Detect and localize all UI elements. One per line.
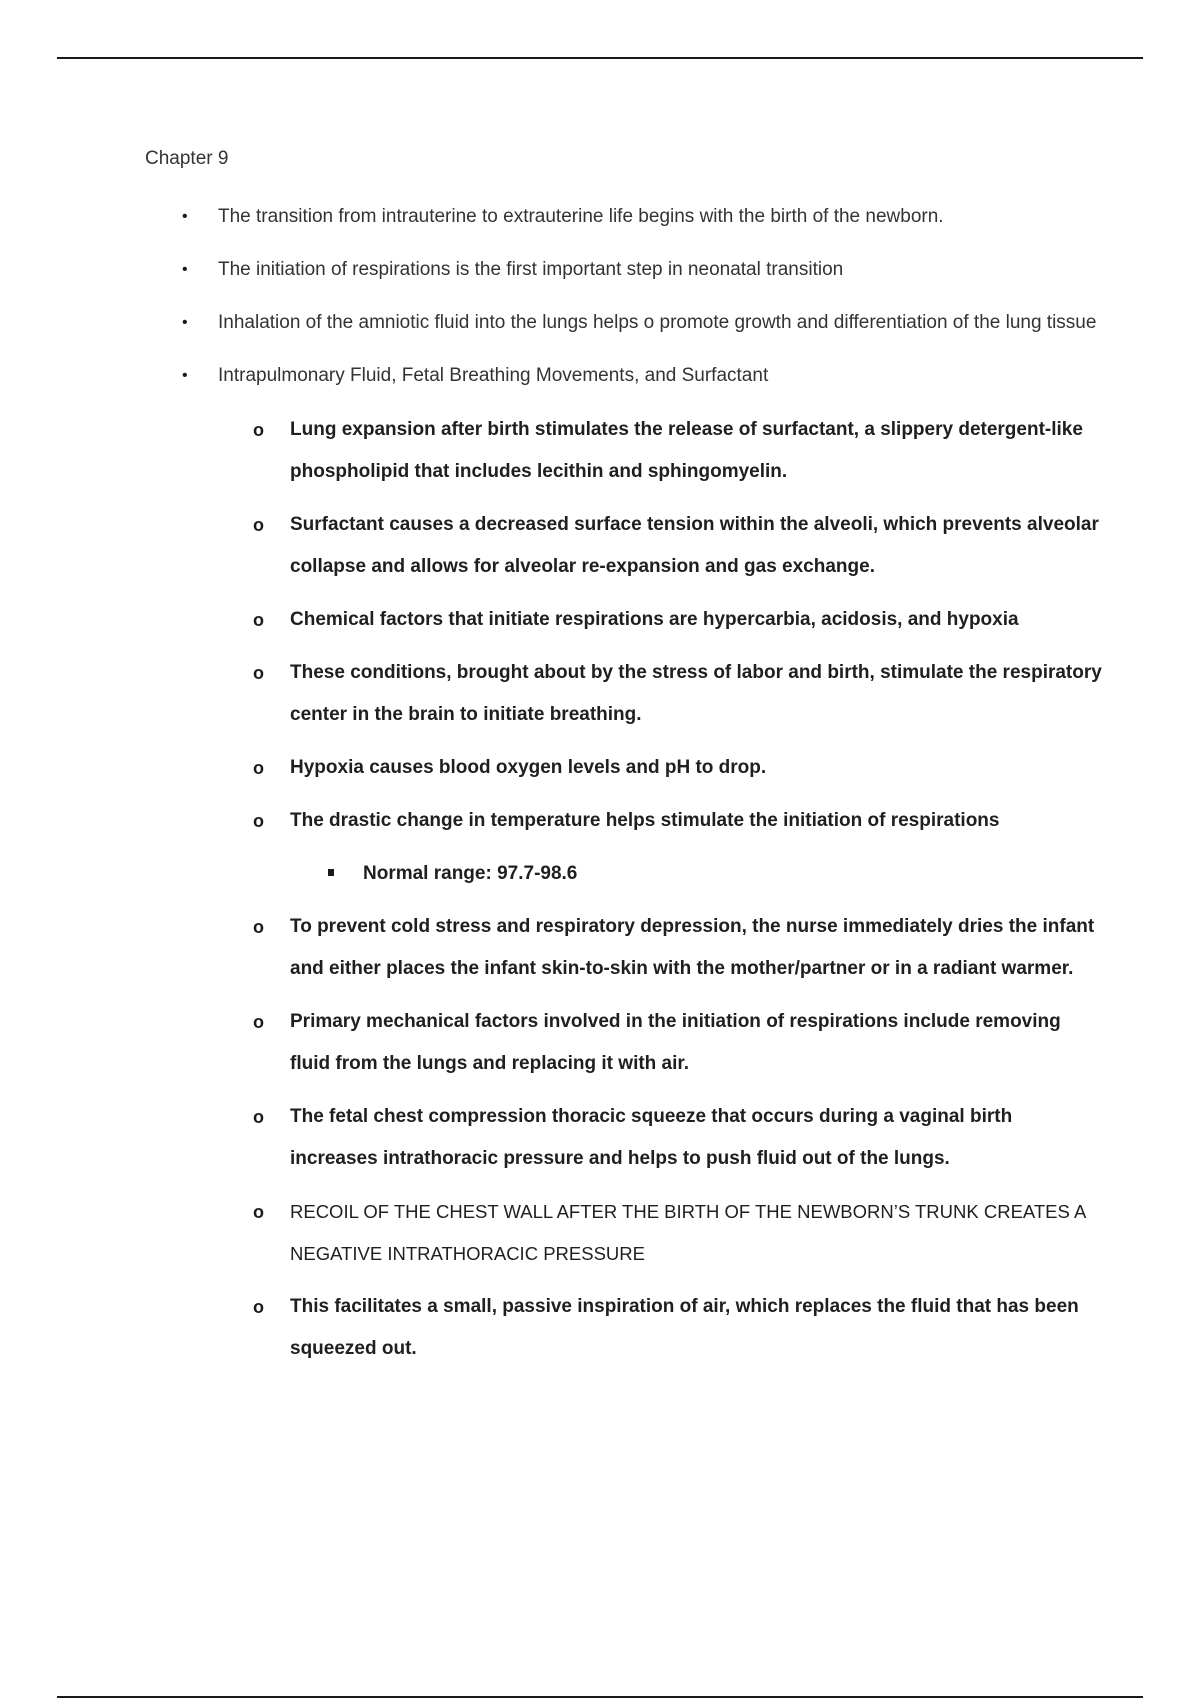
sub-list-item-text: RECOIL OF THE CHEST WALL AFTER THE BIRTH OF THE NEWBORN’S TRUNK CREATES A NEGATIVE INTRATHORACIC PRESSURE — [290, 1201, 1086, 1264]
sub-sub-list-item-text: Normal range: 97.7-98.6 — [363, 863, 578, 884]
sub-list-item-text: Hypoxia causes blood oxygen levels and pH to drop. — [290, 757, 767, 778]
bullet-marker: • — [182, 367, 188, 384]
sub-bullet-marker: o — [253, 663, 264, 683]
list-item — [145, 197, 1105, 237]
sub-bullet-marker: o — [253, 610, 264, 630]
sub-list-item-text: The drastic change in temperature helps stimulate the initiation of respirations — [290, 810, 1000, 831]
list-item — [145, 250, 1105, 290]
sub-list-item — [218, 1191, 1105, 1275]
sub-sub-bullet-list — [290, 853, 1105, 895]
sub-bullet-marker: o — [253, 1297, 264, 1317]
sub-list-item-text: Lung expansion after birth stimulates the release of surfactant, a slippery detergent-like phospholipid that includes lecithin and sphingomyelin. — [290, 419, 1083, 482]
list-item-text: Intrapulmonary Fluid, Fetal Breathing Movements, and Surfactant — [218, 365, 769, 386]
sub-list-item — [218, 1001, 1105, 1085]
bullet-marker: • — [182, 314, 188, 331]
sub-list-item-text: This facilitates a small, passive inspiration of air, which replaces the fluid that has been squeezed out. — [290, 1296, 1079, 1359]
sub-list-item — [218, 652, 1105, 736]
sub-list-item-text: To prevent cold stress and respiratory depression, the nurse immediately dries the infant and either places the infant skin-to-skin with the mother/partner or in a radiant warmer. — [290, 916, 1095, 979]
main-bullet-list — [145, 197, 1105, 1383]
sub-bullet-marker: o — [253, 420, 264, 440]
sub-list-item — [218, 1096, 1105, 1180]
bullet-marker: • — [182, 208, 188, 225]
sub-list-item-text: Surfactant causes a decreased surface tension within the alveoli, which prevents alveolar collapse and allows for alveolar re-expansion and gas exchange. — [290, 514, 1099, 577]
sub-bullet-marker: o — [253, 758, 264, 778]
sub-sub-list-item — [290, 853, 1105, 895]
sub-list-item — [218, 599, 1105, 641]
sub-bullet-marker: o — [253, 1012, 264, 1032]
sub-list-item-text: Primary mechanical factors involved in the initiation of respirations include removing fluid from the lungs and replacing it with air. — [290, 1011, 1061, 1074]
sub-bullet-marker: o — [253, 1202, 264, 1222]
sub-list-item-text: The fetal chest compression thoracic squeeze that occurs during a vaginal birth increases intrathoracic pressure and helps to push fluid out of the lungs. — [290, 1106, 1013, 1169]
bullet-marker: • — [182, 261, 188, 278]
sub-bullet-marker: o — [253, 515, 264, 535]
sub-list-item — [218, 409, 1105, 493]
list-item-text: The initiation of respirations is the first important step in neonatal transition — [218, 259, 844, 280]
list-item-text: The transition from intrauterine to extrauterine life begins with the birth of the newborn. — [218, 206, 944, 227]
sub-bullet-marker: o — [253, 811, 264, 831]
square-bullet-marker — [328, 869, 334, 876]
sub-list-item-text: These conditions, brought about by the stress of labor and birth, stimulate the respiratory center in the brain to initiate breathing. — [290, 662, 1102, 725]
sub-list-item — [218, 800, 1105, 895]
sub-list-item-text: Chemical factors that initiate respirations are hypercarbia, acidosis, and hypoxia — [290, 609, 1019, 630]
chapter-heading: Chapter 9 — [145, 148, 229, 169]
list-item — [145, 303, 1105, 343]
list-item — [145, 356, 1105, 1370]
sub-list-item — [218, 1286, 1105, 1370]
sub-bullet-list — [218, 409, 1105, 1370]
bottom-rule — [57, 1696, 1143, 1698]
sub-bullet-marker: o — [253, 1107, 264, 1127]
sub-list-item — [218, 906, 1105, 990]
list-item-text: Inhalation of the amniotic fluid into the lungs helps o promote growth and differentiation of the lung tissue — [218, 312, 1097, 333]
sub-bullet-marker: o — [253, 917, 264, 937]
sub-list-item — [218, 747, 1105, 789]
sub-list-item — [218, 504, 1105, 588]
top-rule — [57, 57, 1143, 59]
